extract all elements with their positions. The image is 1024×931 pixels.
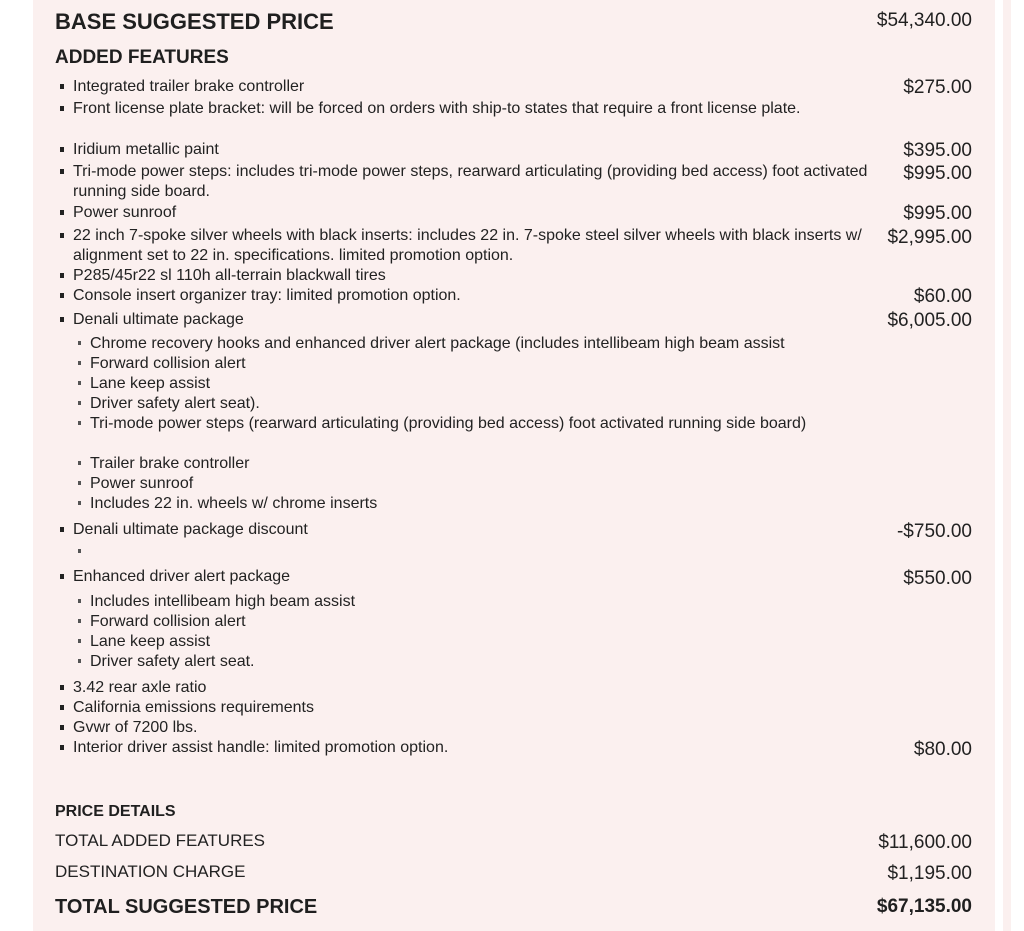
feature-price: $550.00 xyxy=(903,568,972,589)
sub-bullet-icon xyxy=(78,659,81,663)
package-subitem: Includes 22 in. wheels w/ chrome inserts xyxy=(90,495,378,512)
feature-price: $2,995.00 xyxy=(887,227,972,248)
feature-item: Interior driver assist handle: limited promotion option. xyxy=(73,739,449,756)
bullet-icon xyxy=(60,293,64,298)
feature-item: Tri-mode power steps: includes tri-mode power steps, rearward articulating (providing bed access) foot activated running side board. xyxy=(73,163,868,200)
side-strip xyxy=(1003,0,1011,931)
package-subitem: Driver safety alert seat. xyxy=(90,653,255,670)
total-added-features-value: $11,600.00 xyxy=(878,832,972,853)
bullet-icon xyxy=(60,169,64,174)
package-subitem: Lane keep assist xyxy=(90,633,211,650)
feature-item: 3.42 rear axle ratio xyxy=(73,679,207,696)
feature-item: Denali ultimate package xyxy=(73,311,244,328)
feature-price: $395.00 xyxy=(903,140,972,161)
feature-price: $6,005.00 xyxy=(887,310,972,331)
feature-item: Iridium metallic paint xyxy=(73,141,219,158)
base-price-title: BASE SUGGESTED PRICE xyxy=(55,9,334,34)
sub-bullet-icon xyxy=(78,619,81,623)
feature-item: California emissions requirements xyxy=(73,699,314,716)
sub-bullet-icon xyxy=(78,639,81,643)
package-subitem: Includes intellibeam high beam assist xyxy=(90,593,356,610)
bullet-icon xyxy=(60,705,64,710)
total-suggested-price-value: $67,135.00 xyxy=(876,896,972,917)
feature-price: $80.00 xyxy=(913,739,972,760)
feature-item: Enhanced driver alert package xyxy=(73,568,291,585)
sub-bullet-icon xyxy=(78,361,81,365)
feature-price: $275.00 xyxy=(903,77,972,98)
package-subitem: Chrome recovery hooks and enhanced driver alert package (includes intellibeam high beam assist xyxy=(90,335,785,352)
package-subitem: Power sunroof xyxy=(90,475,194,492)
feature-price: $995.00 xyxy=(903,163,972,184)
bullet-icon xyxy=(60,273,64,278)
package-subitem: Forward collision alert xyxy=(90,355,246,372)
feature-price: $60.00 xyxy=(913,286,972,307)
added-features-title: ADDED FEATURES xyxy=(55,47,229,68)
destination-charge-value: $1,195.00 xyxy=(887,863,972,884)
sub-bullet-icon xyxy=(78,381,81,385)
feature-item: Front license plate bracket: will be forced on orders with ship-to states that require a front license plate. xyxy=(73,100,801,117)
bullet-icon xyxy=(60,527,64,532)
bullet-icon xyxy=(60,147,64,152)
destination-charge-label: DESTINATION CHARGE xyxy=(55,862,246,881)
feature-item: P285/45r22 sl 110h all-terrain blackwall tires xyxy=(73,267,386,284)
feature-item: Denali ultimate package discount xyxy=(73,521,308,538)
feature-item: Gvwr of 7200 lbs. xyxy=(73,719,198,736)
feature-item: Power sunroof xyxy=(73,204,177,221)
bullet-icon xyxy=(60,317,64,322)
sub-bullet-icon xyxy=(78,599,81,603)
bullet-icon xyxy=(60,685,64,690)
total-suggested-price-label: TOTAL SUGGESTED PRICE xyxy=(55,896,318,918)
sub-bullet-icon xyxy=(78,341,81,345)
bullet-icon xyxy=(60,233,64,238)
package-subitem: Forward collision alert xyxy=(90,613,246,630)
sub-bullet-icon xyxy=(78,501,81,505)
bullet-icon xyxy=(60,210,64,215)
feature-item: 22 inch 7-spoke silver wheels with black inserts: includes 22 in. 7-spoke steel silver wheels with black inserts w/ alignment set to 22 in. specifications. limited promotion option. xyxy=(73,227,862,264)
base-price-value: $54,340.00 xyxy=(876,10,972,31)
bullet-icon xyxy=(60,574,64,579)
bullet-icon xyxy=(60,745,64,750)
bullet-icon xyxy=(60,84,64,89)
sub-bullet-icon xyxy=(78,461,81,465)
price-details-title: PRICE DETAILS xyxy=(55,803,176,820)
bullet-icon xyxy=(60,725,64,730)
feature-item: Integrated trailer brake controller xyxy=(73,78,305,95)
sub-bullet-icon xyxy=(78,549,81,553)
package-subitem: Lane keep assist xyxy=(90,375,211,392)
package-subitem: Driver safety alert seat). xyxy=(90,395,260,412)
package-subitem: Trailer brake controller xyxy=(90,455,250,472)
sub-bullet-icon xyxy=(78,421,81,425)
package-subitem: Tri-mode power steps (rearward articulating (providing bed access) foot activated running side board) xyxy=(90,415,807,432)
bullet-icon xyxy=(60,106,64,111)
feature-item: Console insert organizer tray: limited promotion option. xyxy=(73,287,461,304)
sub-bullet-icon xyxy=(78,401,81,405)
sub-bullet-icon xyxy=(78,481,81,485)
feature-price: $995.00 xyxy=(903,203,972,224)
total-added-features-label: TOTAL ADDED FEATURES xyxy=(55,831,266,850)
feature-price: -$750.00 xyxy=(896,521,972,542)
